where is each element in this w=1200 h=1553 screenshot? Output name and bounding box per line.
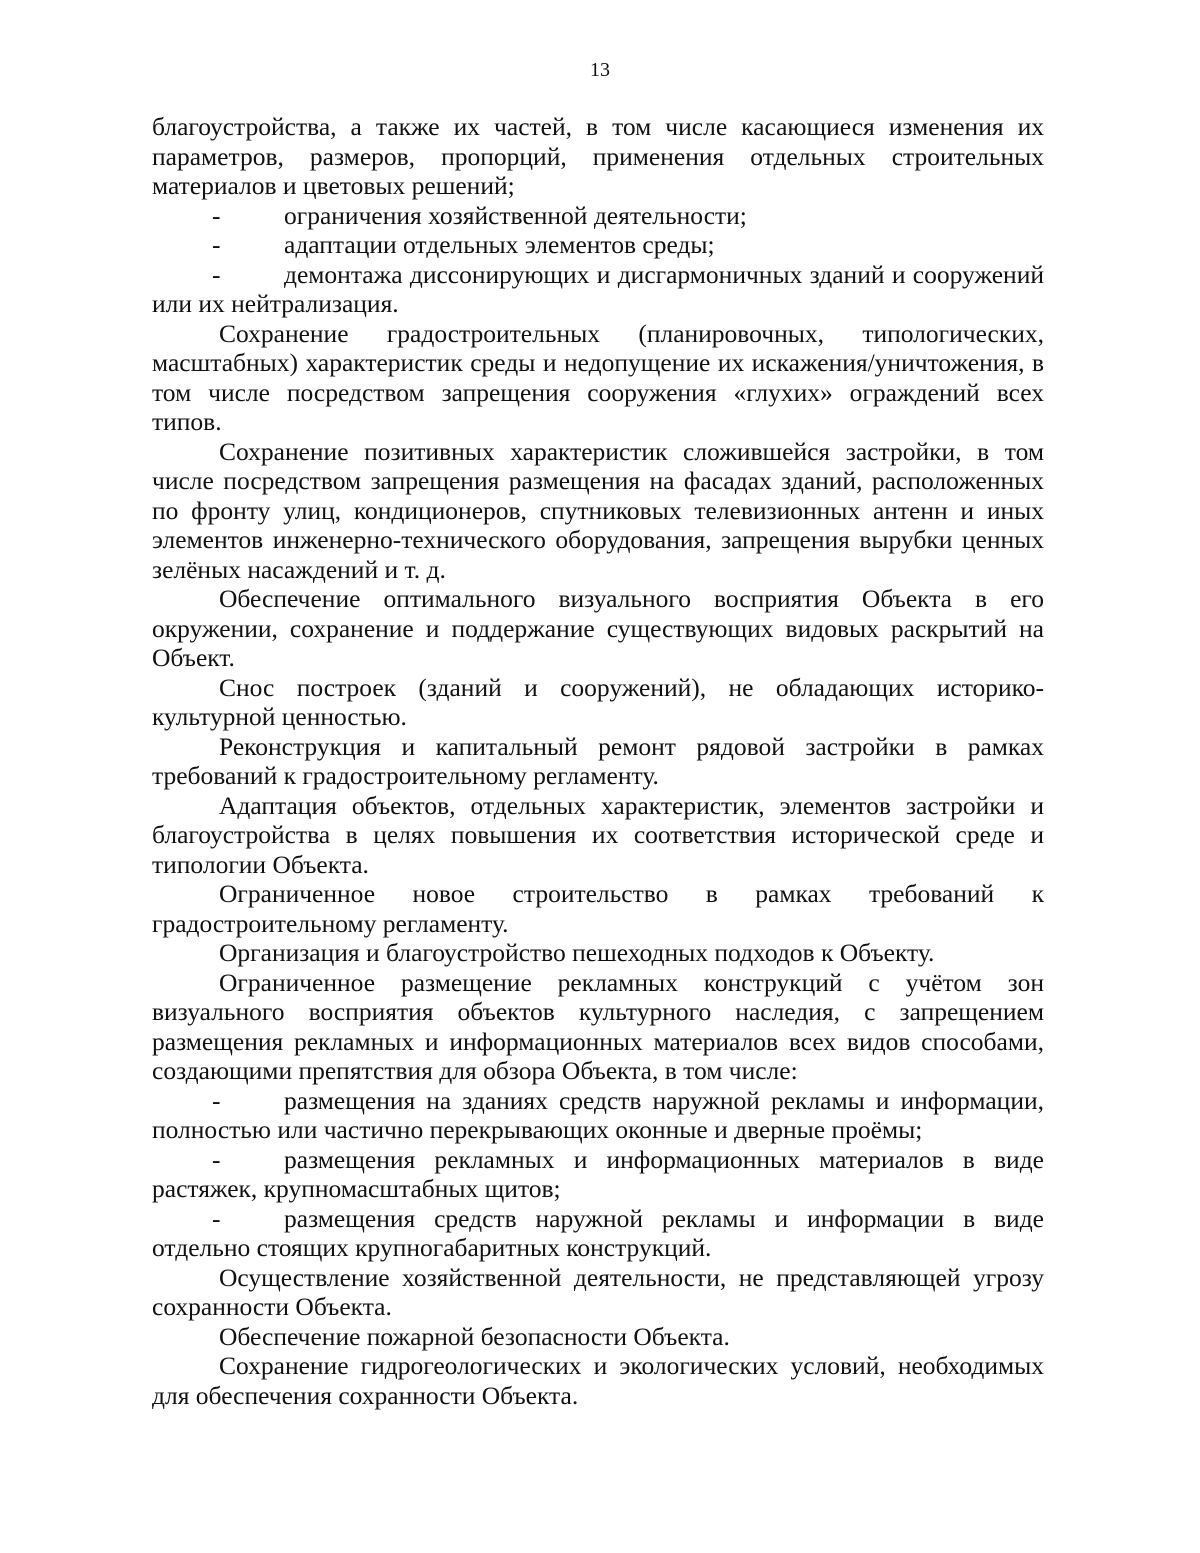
list-dash: - [212,1144,221,1174]
paragraph: Сохранение позитивных характеристик сложившейся застройки, в том числе посредством запрещения размещения на фасадах зданий, расположенных по фронту улиц, кондиционеров, спутниковых телевизионных антенн и иных элементов инженерно-технического оборудования, запрещения вырубки ценных зелёных насаждений и т. д. [152,436,1044,584]
paragraph: Сохранение гидрогеологических и экологических условий, необходимых для обеспечения сохранности Объекта. [152,1351,1044,1410]
paragraph: Обеспечение пожарной безопасности Объекта. [219,1321,730,1351]
list-dash: - [212,1085,221,1115]
paragraph: Организация и благоустройство пешеходных подходов к Объекту. [219,938,935,967]
paragraph: Обеспечение оптимального визуального восприятия Объекта в его окружении, сохранение и поддержание существующих видовых раскрытий на Объект. [152,584,1044,672]
list-dash: - [212,259,221,289]
paragraph: Ограниченное новое строительство в рамках требований к градостроительному регламенту. [152,879,1044,938]
list-item-text: адаптации отдельных элементов среды; [284,230,715,259]
list-item-text: размещения средств наружной рекламы и информации в виде отдельно стоящих крупногабаритных конструкций. [152,1203,1044,1262]
list-item [152,1086,1044,1145]
page-number: 13 [590,59,610,81]
paragraph: Адаптация объектов, отдельных характеристик, элементов застройки и благоустройства в целях повышения их соответствия исторической среде и типологии Объекта. [152,790,1044,879]
list-dash: - [212,200,221,230]
list-item-text: размещения рекламных и информационных материалов в виде растяжек, крупномасштабных щитов; [152,1144,1044,1203]
list-item [152,1204,1044,1263]
list-item [152,1145,1044,1204]
paragraph: Реконструкция и капитальный ремонт рядовой застройки в рамках требований к градостроительному регламенту. [152,731,1044,790]
document-body [152,112,1044,1410]
paragraph: Ограниченное размещение рекламных конструкций с учётом зон визуального восприятия объектов культурного наследия, с запрещением размещения рекламных и информационных материалов всех видов способами, создающими препятствия для обзора Объекта, в том числе: [152,967,1044,1085]
list-dash: - [212,1203,221,1233]
list-item-text: размещения на зданиях средств наружной рекламы и информации, полностью или частично перекрывающих оконные и дверные проёмы; [152,1085,1044,1144]
list-dash: - [212,230,221,259]
paragraph-continuation: благоустройства, а также их частей, в том числе касающиеся изменения их параметров, размеров, пропорций, применения отдельных строительных материалов и цветовых решений; [152,112,1044,200]
list-item-text: демонтажа диссонирующих и дисгармоничных зданий и сооружений или их нейтрализация. [152,259,1044,318]
list-item [152,201,1044,231]
list-item [152,260,1044,319]
list-item-text: ограничения хозяйственной деятельности; [284,200,747,230]
paragraph: Снос построек (зданий и сооружений), не обладающих историко-культурной ценностью. [152,672,1044,731]
list-item [152,230,1044,260]
paragraph: Сохранение градостроительных (планировочных, типологических, масштабных) характеристик среды и недопущение их искажения/уничтожения, в том числе посредством запрещения сооружения «глухих» ограждений всех типов. [152,318,1044,436]
paragraph: Осуществление хозяйственной деятельности, не представляющей угрозу сохранности Объекта. [152,1262,1044,1321]
